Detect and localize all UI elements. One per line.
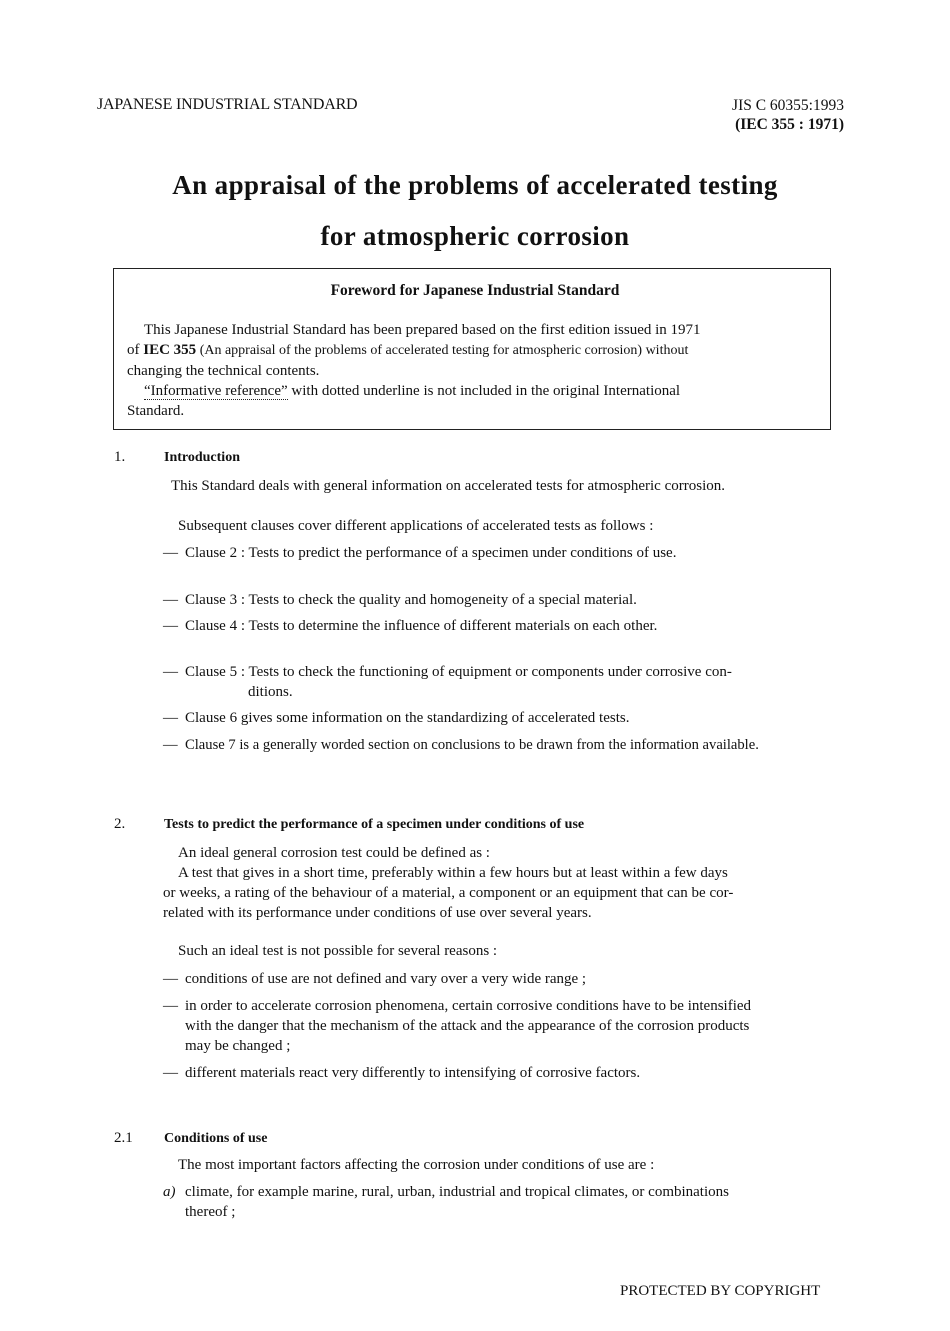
foreword-iec-ref: IEC 355 [143,342,197,358]
informative-reference-text: “Informative reference” [144,383,288,399]
dash: — [163,1065,178,1081]
list-item [163,592,637,609]
section-2-1-number: 2.1 [114,1130,133,1146]
section-2-1-title: Conditions of use [164,1131,268,1146]
dash: — [163,545,178,561]
clause-3-item: Clause 3 : Tests to check the quality and homogeneity of a special material. [185,592,637,608]
section-1-number: 1. [114,449,126,465]
section-1-lead: Subsequent clauses cover different applications of accelerated tests as follows : [178,518,654,534]
reason-item: in order to accelerate corrosion phenomena, certain corrosive conditions have to be intensified [185,998,752,1014]
section-2-title: Tests to predict the performance of a specimen under conditions of use [164,817,585,832]
foreword-p2-line2: Standard. [127,403,185,419]
page-title-line-1: An appraisal of the problems of accelerated testing [172,170,778,200]
foreword-p1-line2-post: (An appraisal of the problems of accelerated testing for atmospheric corrosion) without [196,343,689,358]
list-item [163,710,629,727]
section-1-title: Introduction [164,450,240,465]
list-item [163,545,676,562]
clause-6-item: Clause 6 gives some information on the standardizing of accelerated tests. [185,710,630,726]
reason-continuation: with the danger that the mechanism of the attack and the appearance of the corrosion products [185,1018,750,1034]
dash: — [163,664,178,680]
foreword-p2-line1: with dotted underline is not included in the original International [287,383,681,399]
dash: — [163,971,178,987]
list-item [163,664,732,681]
clause-4-item: Clause 4 : Tests to determine the influence of different materials on each other. [185,618,658,634]
section-2-definition-lead: An ideal general corrosion test could be defined as : [178,845,490,861]
list-item [163,998,751,1015]
page-title-line-2: for atmospheric corrosion [320,221,630,251]
list-item [163,971,586,988]
iec-code: (IEC 355 : 1971) [735,116,844,133]
standard-code [708,96,844,134]
item-a-continuation: thereof ; [185,1204,236,1220]
foreword-text [127,320,822,421]
clause-7-item: Clause 7 is a generally worded section on conclusions to be drawn from the information available. [185,737,759,753]
section-2-1-lead: The most important factors affecting the corrosion under conditions of use are : [178,1157,655,1173]
section-2-number: 2. [114,816,126,832]
list-item [163,1184,729,1201]
jis-code: JIS C 60355:1993 [732,97,844,114]
reason-continuation: may be changed ; [185,1038,291,1054]
dash: — [163,592,178,608]
section-2-reasons-lead: Such an ideal test is not possible for several reasons : [178,943,498,959]
reason-item: different materials react very differently to intensifying of corrosive factors. [185,1065,641,1081]
section-1-intro: This Standard deals with general information on accelerated tests for atmospheric corrosion. [171,478,725,494]
dash: — [163,618,178,634]
dash: — [163,998,178,1014]
dash: — [163,737,178,753]
clause-2-item: Clause 2 : Tests to predict the performance of a specimen under conditions of use. [185,545,677,561]
section-2-definition-line: related with its performance under conditions of use over several years. [163,905,592,921]
clause-5-continuation: ditions. [248,684,293,700]
list-item [163,1065,640,1082]
foreword-heading: Foreword for Japanese Industrial Standard [330,282,620,299]
copyright-footer: PROTECTED BY COPYRIGHT [620,1283,821,1299]
list-item [163,618,657,635]
dash: — [163,710,178,726]
foreword-p1-line1: This Japanese Industrial Standard has been prepared based on the first edition issued in 1971 [144,322,701,338]
reason-item: conditions of use are not defined and vary over a very wide range ; [185,971,587,987]
foreword-p1-line3: changing the technical contents. [127,363,320,379]
standard-type-label: JAPANESE INDUSTRIAL STANDARD [97,96,358,113]
item-a-text: climate, for example marine, rural, urban, industrial and tropical climates, or combinations [185,1184,729,1200]
section-2-definition-line: A test that gives in a short time, preferably within a few hours but at least within a few days [178,865,728,881]
clause-5-item: Clause 5 : Tests to check the functioning of equipment or components under corrosive con- [185,664,732,680]
section-2-definition-line: or weeks, a rating of the behaviour of a material, a component or an equipment that can be cor- [163,885,734,901]
item-a-label: a) [163,1184,176,1200]
list-item [163,737,759,754]
foreword-p1-line2-pre: of [127,342,144,358]
